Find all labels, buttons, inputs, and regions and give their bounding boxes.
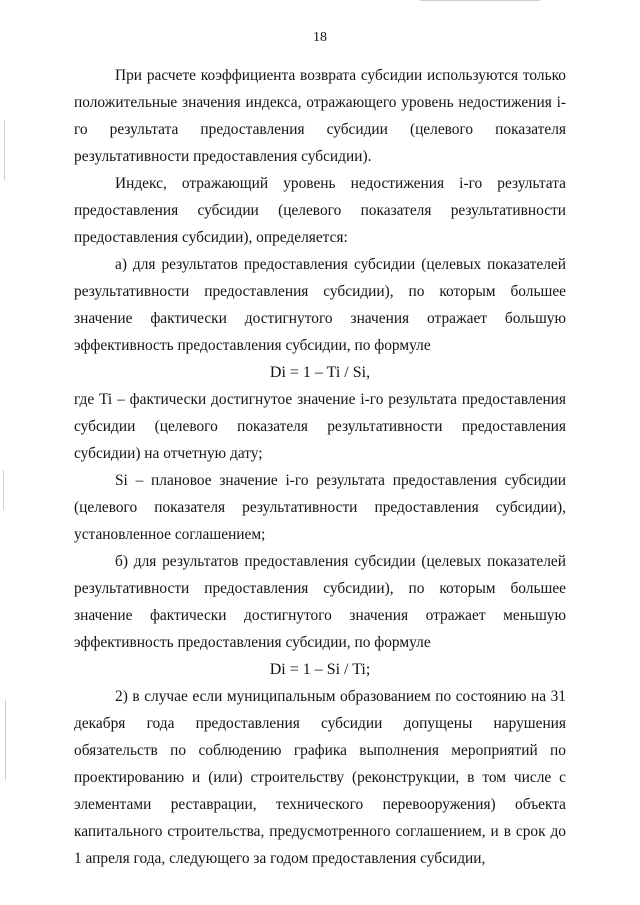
document-body [74, 62, 566, 872]
page-number: 18 [313, 30, 327, 45]
paragraph-item-2: 2) в случае если муниципальным образованием по состоянию на 31 декабря года предоставления субсидии допущены нарушения обязательств по соблюдению графика выполнения мероприятий по проектированию и (или) строительству (реконструкции, в том числе с элементами реставрации, технического перевооружения) объекта капитального строительства, предусмотренного соглашением, и в срок до 1 апреля года, следующего за годом предоставления субсидии, [74, 688, 566, 867]
scan-edge-mark [3, 470, 4, 510]
paragraph-case-a: а) для результатов предоставления субсидии (целевых показателей результативности предоставления субсидии), по которым большее значение фактически достигнутого значения отражает большую эффективность предоставления субсидии, по формуле [74, 256, 566, 354]
paragraph-case-b: б) для результатов предоставления субсидии (целевых показателей результативности предоставления субсидии), по которым большее значение фактически достигнутого значения отражает меньшую эффективность предоставления субсидии, по формуле [74, 553, 566, 651]
paragraph-si-definition: Si – плановое значение i-го результата предоставления субсидии (целевого показателя результативности предоставления субсидии), установленное соглашением; [74, 472, 566, 543]
scan-edge-mark [5, 700, 6, 780]
scan-edge-mark [420, 0, 540, 1]
paragraph-ti-definition: где Ti – фактически достигнутое значение i-го результата предоставления субсидии (целевого показателя результативности предоставления субсидии) на отчетную дату; [74, 391, 566, 462]
formula-a: Di = 1 – Ti / Si, [269, 364, 371, 381]
paragraph-index-definition: Индекс, отражающий уровень недостижения i-го результата предоставления субсидии (целевого показателя результативности предоставления субсидии), определяется: [74, 175, 566, 246]
formula-b: Di = 1 – Si / Ti; [269, 661, 371, 678]
scan-edge-mark [4, 120, 5, 180]
paragraph-return-coefficient: При расчете коэффициента возврата субсидии используются только положительные значения индекса, отражающего уровень недостижения i-го результата предоставления субсидии (целевого показателя результативности предоставления субсидии). [74, 67, 566, 165]
